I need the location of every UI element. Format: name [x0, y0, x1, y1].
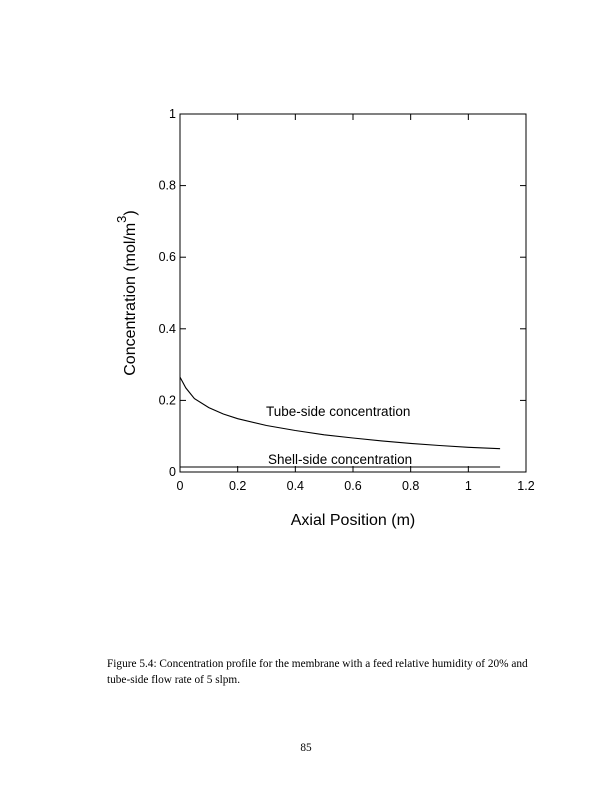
y-axis-label [114, 210, 139, 376]
x-tick-label: 0 [176, 479, 184, 493]
y-tick-label: 0.8 [158, 178, 176, 193]
x-axis-label: Axial Position (m) [290, 512, 416, 529]
series-label-shell: Shell-side concentration [268, 452, 413, 467]
x-tick-label: 1 [464, 479, 472, 493]
x-tick-labels [177, 479, 535, 493]
y-tick-label: 0.4 [158, 321, 176, 336]
svg-text:Concentration (mol/m3) [114, 210, 139, 376]
y-tick-label: 0.6 [158, 250, 176, 265]
y-tick-labels [159, 107, 176, 479]
x-tick-label: 0.4 [286, 479, 305, 493]
figure-caption: Figure 5.4: Concentration profile for the membrane with a feed relative humidity of 20% and tube-side flow rate of 5 slpm. [107, 658, 528, 686]
y-axis-label-main: Concentration (mol/m [122, 222, 139, 376]
y-tick-label: 0.2 [158, 393, 176, 408]
x-tick-label: 0.8 [401, 479, 420, 493]
y-axis-label-sup: 3 [114, 215, 129, 223]
x-tick-label: 0.2 [228, 479, 247, 493]
y-axis-label-close: ) [122, 210, 139, 216]
page-number: 85 [300, 742, 312, 754]
y-tick-label: 1 [169, 107, 176, 121]
x-tick-label: 1.2 [517, 479, 535, 493]
y-tick-label: 0 [169, 465, 176, 479]
series-label-tube: Tube-side concentration [266, 404, 411, 419]
x-tick-label: 0.6 [344, 479, 362, 493]
